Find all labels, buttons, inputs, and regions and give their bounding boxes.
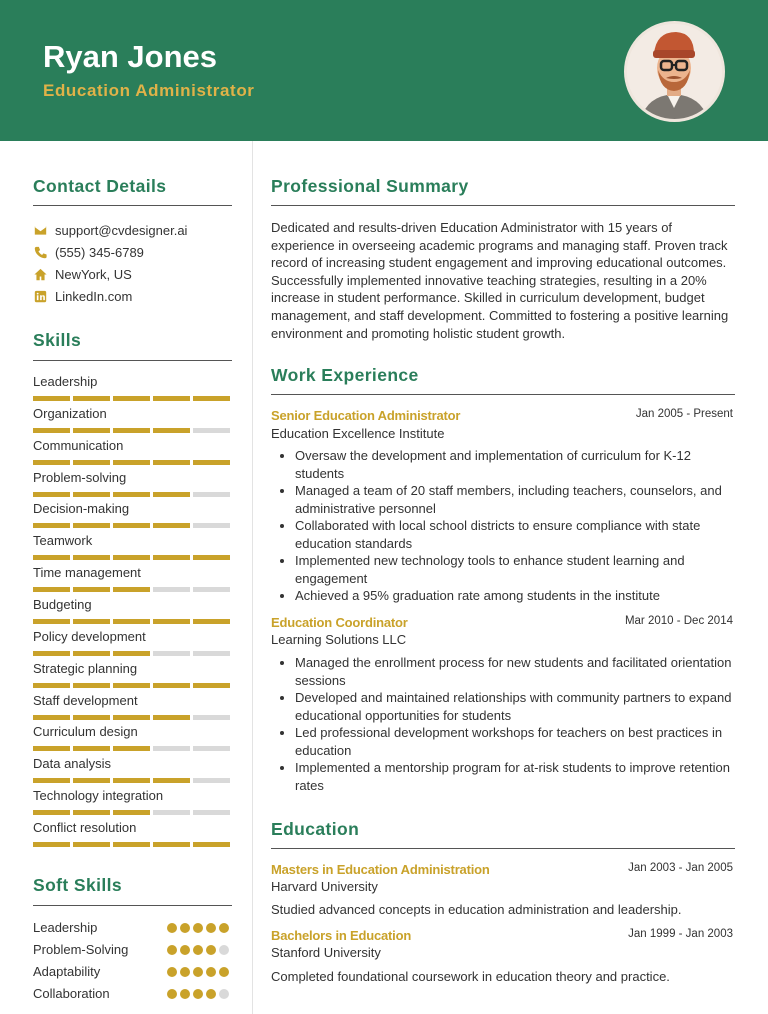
rating-segment <box>153 523 190 528</box>
bullet-item: Implemented new technology tools to enhance student learning and engagement <box>271 552 735 587</box>
rating-segment <box>33 746 70 751</box>
rating-dot <box>167 923 177 933</box>
contact-email[interactable] <box>33 221 187 239</box>
rating-segment <box>113 778 150 783</box>
rating-dot <box>180 967 190 977</box>
skill-item <box>33 724 231 740</box>
contact-phone[interactable] <box>33 243 144 261</box>
job-2-bullets <box>271 654 735 794</box>
bullet-item: Managed a team of 20 staff members, including teachers, counselors, and administrative personnel <box>271 482 735 517</box>
skill-item <box>33 406 231 422</box>
rating-segment <box>193 651 230 656</box>
summary-heading-rule <box>271 205 735 206</box>
rating-dot <box>219 967 229 977</box>
rating-segment <box>113 460 150 465</box>
bullet-item: Implemented a mentorship program for at-risk students to improve retention rates <box>271 759 735 794</box>
contact-location-text: NewYork, US <box>55 266 132 282</box>
rating-segment <box>73 428 110 433</box>
avatar-illustration <box>627 24 722 119</box>
profile-photo <box>624 21 725 122</box>
rating-segment <box>33 715 70 720</box>
bullet-item: Led professional development workshops for teachers on best practices in education <box>271 724 735 759</box>
rating-dot <box>193 989 203 999</box>
rating-segment <box>193 715 230 720</box>
skill-item <box>33 661 231 677</box>
skill-rating-bar <box>33 555 231 560</box>
rating-segment <box>73 746 110 751</box>
rating-segment <box>113 396 150 401</box>
skill-rating-bar <box>33 587 231 592</box>
rating-segment <box>33 460 70 465</box>
education-heading: Education <box>271 819 360 839</box>
rating-dot <box>180 923 190 933</box>
rating-segment <box>193 523 230 528</box>
rating-segment <box>113 810 150 815</box>
experience-heading: Work Experience <box>271 365 419 385</box>
rating-segment <box>113 428 150 433</box>
skill-item <box>33 533 231 549</box>
rating-dot <box>206 923 216 933</box>
contact-heading-rule <box>33 205 232 206</box>
rating-dot <box>167 989 177 999</box>
skill-rating-bar <box>33 651 231 656</box>
rating-segment <box>193 619 230 624</box>
contact-linkedin[interactable] <box>33 287 132 305</box>
rating-segment <box>73 460 110 465</box>
rating-dot <box>206 967 216 977</box>
rating-segment <box>73 396 110 401</box>
rating-segment <box>33 683 70 688</box>
column-divider <box>252 141 253 1014</box>
skill-name: Curriculum design <box>33 724 138 740</box>
rating-segment <box>33 523 70 528</box>
skill-name: Decision-making <box>33 501 130 517</box>
rating-segment <box>193 492 230 497</box>
skill-item <box>33 565 231 581</box>
rating-segment <box>193 683 230 688</box>
rating-dot <box>219 989 229 999</box>
rating-segment <box>153 619 190 624</box>
soft-skill-item <box>33 920 231 936</box>
rating-segment <box>113 746 150 751</box>
rating-segment <box>193 555 230 560</box>
edu-2-date: Jan 1999 - Jan 2003 <box>628 928 733 940</box>
bullet-item: Developed and maintained relationships with community partners to expand educational opportunities for students <box>271 689 735 724</box>
rating-segment <box>153 683 190 688</box>
skills-heading-rule <box>33 360 232 361</box>
rating-segment <box>33 428 70 433</box>
skill-name: Organization <box>33 405 107 421</box>
job-2-date: Mar 2010 - Dec 2014 <box>624 615 733 627</box>
candidate-name: Ryan Jones <box>43 39 218 74</box>
summary-text: Dedicated and results-driven Education Administrator with 15 years of experience in overseeing academic programs and managing staff. Proven track record of increasing student engagement and improving educational outcomes. Successfully implemented innovative teaching strategies, resulting in a 20% increase in student performance. Skilled in curriculum development, budget management, and staff development. Committed to fostering a positive learning environment and promoting holistic student growth. <box>271 220 729 341</box>
rating-segment <box>33 778 70 783</box>
job-1-bullets <box>271 447 735 605</box>
skill-rating-bar <box>33 396 231 401</box>
soft-skill-item <box>33 964 231 980</box>
rating-segment <box>193 396 230 401</box>
skill-name: Policy development <box>33 628 146 644</box>
rating-segment <box>73 587 110 592</box>
skill-name: Budgeting <box>33 596 92 612</box>
bullet-item: Managed the enrollment process for new students and facilitated orientation sessions <box>271 654 735 689</box>
rating-segment <box>193 842 230 847</box>
rating-segment <box>113 555 150 560</box>
skill-item <box>33 501 231 517</box>
rating-segment <box>113 523 150 528</box>
skill-item <box>33 374 231 390</box>
job-title: Education Administrator <box>43 81 255 100</box>
soft-skills-heading: Soft Skills <box>33 875 123 895</box>
rating-segment <box>33 842 70 847</box>
skill-name: Staff development <box>33 692 138 708</box>
rating-segment <box>33 396 70 401</box>
rating-segment <box>33 555 70 560</box>
contact-location <box>33 265 132 283</box>
summary-heading: Professional Summary <box>271 176 469 196</box>
skill-rating-bar <box>33 683 231 688</box>
rating-dot <box>167 967 177 977</box>
skill-rating-bar <box>33 715 231 720</box>
skill-item <box>33 693 231 709</box>
edu-2-degree: Bachelors in Education <box>271 928 412 943</box>
rating-segment <box>193 460 230 465</box>
skill-name: Conflict resolution <box>33 819 137 835</box>
rating-segment <box>193 778 230 783</box>
rating-dot <box>206 945 216 955</box>
skill-name: Technology integration <box>33 788 164 804</box>
rating-segment <box>153 428 190 433</box>
rating-segment <box>33 619 70 624</box>
skill-name: Problem-solving <box>33 469 127 485</box>
edu-1-degree: Masters in Education Administration <box>271 862 490 877</box>
rating-segment <box>113 492 150 497</box>
job-1-title: Senior Education Administrator <box>271 408 461 423</box>
rating-segment <box>73 651 110 656</box>
skill-item <box>33 597 231 613</box>
rating-segment <box>33 810 70 815</box>
skill-item <box>33 756 231 772</box>
contact-linkedin-text: LinkedIn.com <box>55 288 133 304</box>
soft-skill-name: Problem-Solving <box>33 942 129 957</box>
rating-segment <box>153 555 190 560</box>
skill-item <box>33 820 231 836</box>
skill-rating-bar <box>33 619 231 624</box>
edu-1-date: Jan 2003 - Jan 2005 <box>628 862 733 874</box>
skill-name: Time management <box>33 565 141 581</box>
rating-segment <box>73 555 110 560</box>
skill-name: Teamwork <box>33 533 93 549</box>
rating-segment <box>193 810 230 815</box>
job-2-company: Learning Solutions LLC <box>271 632 407 647</box>
skill-rating-bar <box>33 428 231 433</box>
skill-name: Strategic planning <box>33 660 138 676</box>
rating-segment <box>73 523 110 528</box>
soft-skill-name: Collaboration <box>33 986 110 1001</box>
skill-rating-bar <box>33 492 231 497</box>
rating-segment <box>153 587 190 592</box>
contact-email-text: support@cvdesigner.ai <box>55 222 188 238</box>
rating-segment <box>73 715 110 720</box>
rating-segment <box>33 587 70 592</box>
skill-rating-bar <box>33 810 231 815</box>
rating-dot <box>219 945 229 955</box>
rating-dot <box>193 945 203 955</box>
rating-dot <box>219 923 229 933</box>
soft-skill-item <box>33 986 231 1002</box>
rating-segment <box>73 683 110 688</box>
edu-1-school: Harvard University <box>271 879 378 894</box>
skills-heading: Skills <box>33 330 82 350</box>
rating-dot <box>193 967 203 977</box>
rating-segment <box>153 651 190 656</box>
rating-dot <box>180 989 190 999</box>
skill-name: Communication <box>33 437 124 453</box>
phone-icon <box>33 245 47 259</box>
soft-skills-heading-rule <box>33 905 232 906</box>
rating-segment <box>113 651 150 656</box>
rating-segment <box>153 746 190 751</box>
soft-skill-name: Adaptability <box>33 964 101 979</box>
edu-1-description: Studied advanced concepts in education administration and leadership. <box>271 902 682 917</box>
skill-item <box>33 788 231 804</box>
edu-2-school: Stanford University <box>271 945 381 960</box>
contact-phone-text: (555) 345-6789 <box>55 244 144 260</box>
home-icon <box>33 267 47 281</box>
rating-segment <box>193 428 230 433</box>
contact-heading: Contact Details <box>33 176 167 196</box>
skill-rating-bar <box>33 778 231 783</box>
rating-segment <box>113 842 150 847</box>
rating-segment <box>113 715 150 720</box>
rating-segment <box>153 396 190 401</box>
skill-item <box>33 470 231 486</box>
bullet-item: Achieved a 95% graduation rate among students in the institute <box>271 587 735 605</box>
rating-dot <box>180 945 190 955</box>
bullet-item: Oversaw the development and implementation of curriculum for K-12 students <box>271 447 735 482</box>
bullet-item: Collaborated with local school districts to ensure compliance with state education standards <box>271 517 735 552</box>
rating-segment <box>153 492 190 497</box>
rating-segment <box>33 492 70 497</box>
rating-segment <box>153 810 190 815</box>
envelope-icon <box>33 223 47 237</box>
skill-item <box>33 629 231 645</box>
rating-segment <box>153 778 190 783</box>
skill-rating-bar <box>33 842 231 847</box>
experience-heading-rule <box>271 394 735 395</box>
rating-segment <box>193 746 230 751</box>
skill-rating-bar <box>33 460 231 465</box>
skill-name: Leadership <box>33 374 98 389</box>
job-2-title: Education Coordinator <box>271 615 408 630</box>
rating-segment <box>113 619 150 624</box>
rating-segment <box>73 619 110 624</box>
skill-rating-bar <box>33 523 231 528</box>
job-1-date: Jan 2005 - Present <box>635 408 733 420</box>
rating-segment <box>153 460 190 465</box>
skill-rating-bar <box>33 746 231 751</box>
rating-segment <box>153 842 190 847</box>
rating-segment <box>193 587 230 592</box>
rating-dot <box>193 923 203 933</box>
education-heading-rule <box>271 848 735 849</box>
edu-2-description: Completed foundational coursework in education theory and practice. <box>271 969 670 984</box>
rating-segment <box>153 715 190 720</box>
rating-segment <box>73 778 110 783</box>
rating-dot <box>167 945 177 955</box>
rating-segment <box>113 683 150 688</box>
linkedin-icon <box>33 289 47 303</box>
soft-skill-item <box>33 942 231 958</box>
rating-segment <box>33 651 70 656</box>
rating-segment <box>73 842 110 847</box>
rating-segment <box>73 810 110 815</box>
rating-segment <box>73 492 110 497</box>
job-1-company: Education Excellence Institute <box>271 426 445 441</box>
rating-dot <box>206 989 216 999</box>
header-banner <box>0 0 768 141</box>
skill-item <box>33 438 231 454</box>
skill-name: Data analysis <box>33 756 112 772</box>
soft-skill-name: Leadership <box>33 920 98 935</box>
rating-segment <box>113 587 150 592</box>
